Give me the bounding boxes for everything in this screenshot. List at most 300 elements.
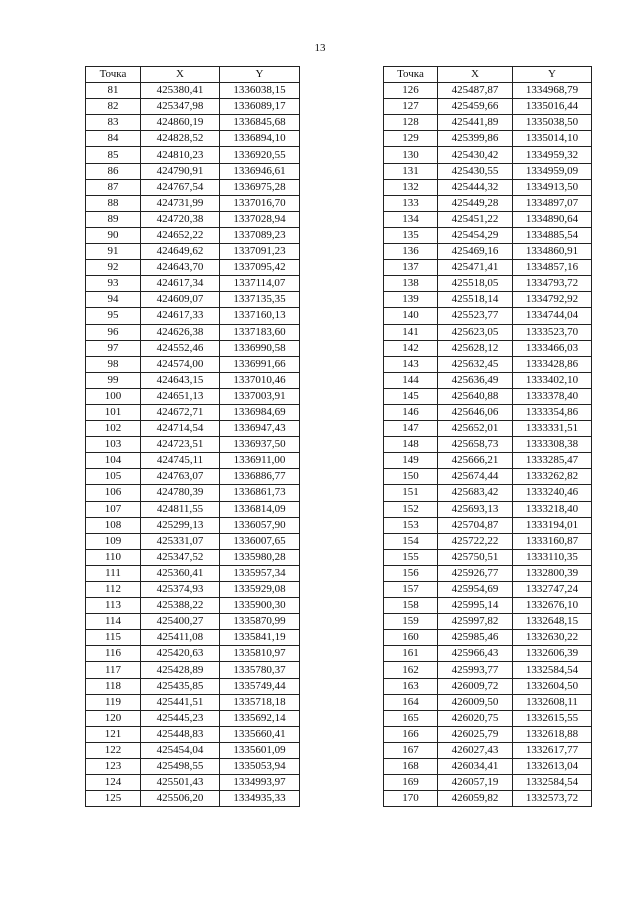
x-cell: 425623,05: [438, 324, 513, 340]
y-cell: 1334968,79: [513, 83, 592, 99]
x-cell: 424652,22: [141, 227, 220, 243]
table-row: [86, 99, 300, 115]
y-cell: 1332606,39: [513, 646, 592, 662]
y-cell: 1333354,86: [513, 404, 592, 420]
x-cell: 425388,22: [141, 598, 220, 614]
x-cell: 425435,85: [141, 678, 220, 694]
point-cell: 134: [384, 211, 438, 227]
y-cell: 1336990,58: [220, 340, 300, 356]
x-cell: 425523,77: [438, 308, 513, 324]
point-cell: 163: [384, 678, 438, 694]
table-row: [384, 759, 592, 775]
point-cell: 150: [384, 469, 438, 485]
y-cell: 1332584,54: [513, 775, 592, 791]
table-row: [384, 726, 592, 742]
point-cell: 82: [86, 99, 141, 115]
y-cell: 1337016,70: [220, 195, 300, 211]
point-cell: 169: [384, 775, 438, 791]
table-row: [384, 421, 592, 437]
table-row: [86, 501, 300, 517]
y-cell: 1335870,99: [220, 614, 300, 630]
table-row: [384, 99, 592, 115]
table-row: [384, 437, 592, 453]
y-cell: 1333240,46: [513, 485, 592, 501]
x-cell: 425430,42: [438, 147, 513, 163]
y-cell: 1333378,40: [513, 388, 592, 404]
point-cell: 129: [384, 131, 438, 147]
y-cell: 1336911,00: [220, 453, 300, 469]
y-cell: 1337091,23: [220, 244, 300, 260]
y-cell: 1332604,50: [513, 678, 592, 694]
table-row: [86, 614, 300, 630]
table-row: [86, 195, 300, 211]
y-cell: 1336089,17: [220, 99, 300, 115]
table-row: [86, 598, 300, 614]
table-body-right: [384, 83, 592, 807]
x-cell: 424745,11: [141, 453, 220, 469]
x-cell: 425722,22: [438, 533, 513, 549]
table-row: [86, 759, 300, 775]
point-cell: 133: [384, 195, 438, 211]
point-cell: 104: [86, 453, 141, 469]
table-row: [384, 598, 592, 614]
table-row: [86, 469, 300, 485]
table-row: [384, 227, 592, 243]
table-row: [86, 549, 300, 565]
y-cell: 1333110,35: [513, 549, 592, 565]
y-cell: 1334857,16: [513, 260, 592, 276]
point-cell: 115: [86, 630, 141, 646]
x-cell: 424720,38: [141, 211, 220, 227]
x-cell: 425347,98: [141, 99, 220, 115]
table-row: [86, 678, 300, 694]
table-row: [384, 388, 592, 404]
table-row: [86, 163, 300, 179]
y-cell: 1334860,91: [513, 244, 592, 260]
y-cell: 1337089,23: [220, 227, 300, 243]
y-cell: 1334744,04: [513, 308, 592, 324]
table-row: [384, 614, 592, 630]
table-row: [86, 179, 300, 195]
x-cell: 425430,55: [438, 163, 513, 179]
table-row: [384, 517, 592, 533]
point-cell: 132: [384, 179, 438, 195]
y-cell: 1335980,28: [220, 549, 300, 565]
point-cell: 156: [384, 565, 438, 581]
x-cell: 425331,07: [141, 533, 220, 549]
point-cell: 148: [384, 437, 438, 453]
x-cell: 425966,43: [438, 646, 513, 662]
point-cell: 143: [384, 356, 438, 372]
header-x: X: [141, 67, 220, 83]
table-row: [384, 244, 592, 260]
table-row: [384, 549, 592, 565]
table-row: [86, 276, 300, 292]
table-row: [86, 453, 300, 469]
y-cell: 1332613,04: [513, 759, 592, 775]
point-cell: 137: [384, 260, 438, 276]
y-cell: 1335601,09: [220, 742, 300, 758]
x-cell: 424552,46: [141, 340, 220, 356]
table-row: [384, 565, 592, 581]
table-row: [86, 646, 300, 662]
table-row: [384, 630, 592, 646]
point-cell: 158: [384, 598, 438, 614]
point-cell: 131: [384, 163, 438, 179]
point-cell: 126: [384, 83, 438, 99]
table-row: [86, 260, 300, 276]
table-row: [86, 485, 300, 501]
y-cell: 1334913,50: [513, 179, 592, 195]
point-cell: 84: [86, 131, 141, 147]
x-cell: 424574,00: [141, 356, 220, 372]
header-point: Точка: [384, 67, 438, 83]
table-row: [384, 662, 592, 678]
point-cell: 149: [384, 453, 438, 469]
y-cell: 1335053,94: [220, 759, 300, 775]
y-cell: 1337135,35: [220, 292, 300, 308]
x-cell: 425750,51: [438, 549, 513, 565]
table-row: [384, 260, 592, 276]
x-cell: 424651,13: [141, 388, 220, 404]
point-cell: 114: [86, 614, 141, 630]
point-cell: 81: [86, 83, 141, 99]
y-cell: 1337114,07: [220, 276, 300, 292]
y-cell: 1337010,46: [220, 372, 300, 388]
table-row: [86, 227, 300, 243]
table-row: [384, 469, 592, 485]
y-cell: 1332573,72: [513, 791, 592, 807]
x-cell: 425674,44: [438, 469, 513, 485]
table-row: [384, 646, 592, 662]
y-cell: 1335900,30: [220, 598, 300, 614]
x-cell: 425658,73: [438, 437, 513, 453]
x-cell: 424790,91: [141, 163, 220, 179]
y-cell: 1336947,43: [220, 421, 300, 437]
table-row: [384, 742, 592, 758]
y-cell: 1336886,77: [220, 469, 300, 485]
y-cell: 1334993,97: [220, 775, 300, 791]
table-header-row: [86, 67, 300, 83]
point-cell: 117: [86, 662, 141, 678]
point-cell: 121: [86, 726, 141, 742]
point-cell: 161: [384, 646, 438, 662]
header-x: X: [438, 67, 513, 83]
table-row: [86, 582, 300, 598]
x-cell: 424731,99: [141, 195, 220, 211]
y-cell: 1334959,32: [513, 147, 592, 163]
point-cell: 128: [384, 115, 438, 131]
point-cell: 147: [384, 421, 438, 437]
x-cell: 425360,41: [141, 565, 220, 581]
x-cell: 424723,51: [141, 437, 220, 453]
table-row: [86, 662, 300, 678]
table-row: [86, 147, 300, 163]
y-cell: 1336007,65: [220, 533, 300, 549]
x-cell: 425471,41: [438, 260, 513, 276]
table-row: [384, 356, 592, 372]
y-cell: 1336861,73: [220, 485, 300, 501]
x-cell: 425498,55: [141, 759, 220, 775]
y-cell: 1333308,38: [513, 437, 592, 453]
table-row: [86, 694, 300, 710]
table-row: [384, 324, 592, 340]
x-cell: 426057,19: [438, 775, 513, 791]
x-cell: 425506,20: [141, 791, 220, 807]
y-cell: 1333331,51: [513, 421, 592, 437]
y-cell: 1334885,54: [513, 227, 592, 243]
point-cell: 91: [86, 244, 141, 260]
x-cell: 425454,29: [438, 227, 513, 243]
y-cell: 1332800,39: [513, 565, 592, 581]
point-cell: 90: [86, 227, 141, 243]
point-cell: 86: [86, 163, 141, 179]
x-cell: 425444,32: [438, 179, 513, 195]
point-cell: 127: [384, 99, 438, 115]
table-row: [86, 517, 300, 533]
table-row: [384, 115, 592, 131]
point-cell: 140: [384, 308, 438, 324]
x-cell: 425428,89: [141, 662, 220, 678]
table-row: [86, 533, 300, 549]
x-cell: 424767,54: [141, 179, 220, 195]
point-cell: 83: [86, 115, 141, 131]
point-cell: 105: [86, 469, 141, 485]
table-row: [86, 83, 300, 99]
y-cell: 1335749,44: [220, 678, 300, 694]
coordinates-table-left: [85, 66, 300, 807]
y-cell: 1333428,86: [513, 356, 592, 372]
table-row: [86, 372, 300, 388]
x-cell: 426059,82: [438, 791, 513, 807]
point-cell: 118: [86, 678, 141, 694]
x-cell: 425628,12: [438, 340, 513, 356]
table-row: [86, 421, 300, 437]
x-cell: 424810,23: [141, 147, 220, 163]
page-number: 13: [314, 42, 326, 54]
y-cell: 1337160,13: [220, 308, 300, 324]
x-cell: 425993,77: [438, 662, 513, 678]
point-cell: 102: [86, 421, 141, 437]
point-cell: 107: [86, 501, 141, 517]
table-body-left: [86, 83, 300, 807]
table-row: [86, 710, 300, 726]
x-cell: 424643,15: [141, 372, 220, 388]
x-cell: 425632,45: [438, 356, 513, 372]
y-cell: 1335841,19: [220, 630, 300, 646]
x-cell: 424811,55: [141, 501, 220, 517]
point-cell: 168: [384, 759, 438, 775]
y-cell: 1334959,09: [513, 163, 592, 179]
x-cell: 425995,14: [438, 598, 513, 614]
point-cell: 154: [384, 533, 438, 549]
table-row: [384, 83, 592, 99]
point-cell: 151: [384, 485, 438, 501]
x-cell: 425646,06: [438, 404, 513, 420]
table-row: [86, 244, 300, 260]
point-cell: 97: [86, 340, 141, 356]
x-cell: 426009,72: [438, 678, 513, 694]
y-cell: 1333160,87: [513, 533, 592, 549]
y-cell: 1336920,55: [220, 147, 300, 163]
point-cell: 85: [86, 147, 141, 163]
x-cell: 424649,62: [141, 244, 220, 260]
table-row: [384, 501, 592, 517]
table-row: [384, 694, 592, 710]
point-cell: 165: [384, 710, 438, 726]
x-cell: 425683,42: [438, 485, 513, 501]
point-cell: 116: [86, 646, 141, 662]
y-cell: 1335718,18: [220, 694, 300, 710]
table-row: [86, 388, 300, 404]
point-cell: 153: [384, 517, 438, 533]
point-cell: 142: [384, 340, 438, 356]
table-row: [384, 791, 592, 807]
x-cell: 424763,07: [141, 469, 220, 485]
y-cell: 1334792,92: [513, 292, 592, 308]
point-cell: 112: [86, 582, 141, 598]
x-cell: 426009,50: [438, 694, 513, 710]
y-cell: 1335660,41: [220, 726, 300, 742]
point-cell: 130: [384, 147, 438, 163]
y-cell: 1337028,94: [220, 211, 300, 227]
point-cell: 138: [384, 276, 438, 292]
y-cell: 1335038,50: [513, 115, 592, 131]
point-cell: 159: [384, 614, 438, 630]
x-cell: 425374,93: [141, 582, 220, 598]
table-row: [86, 565, 300, 581]
y-cell: 1337095,42: [220, 260, 300, 276]
point-cell: 96: [86, 324, 141, 340]
x-cell: 425652,01: [438, 421, 513, 437]
point-cell: 144: [384, 372, 438, 388]
x-cell: 425299,13: [141, 517, 220, 533]
table-row: [86, 211, 300, 227]
table-header-row: [384, 67, 592, 83]
table-row: [86, 791, 300, 807]
x-cell: 425441,51: [141, 694, 220, 710]
point-cell: 164: [384, 694, 438, 710]
y-cell: 1333262,82: [513, 469, 592, 485]
point-cell: 145: [384, 388, 438, 404]
y-cell: 1332676,10: [513, 598, 592, 614]
table-row: [86, 404, 300, 420]
y-cell: 1332584,54: [513, 662, 592, 678]
table-row: [384, 404, 592, 420]
table-row: [384, 533, 592, 549]
point-cell: 160: [384, 630, 438, 646]
x-cell: 424626,38: [141, 324, 220, 340]
x-cell: 425459,66: [438, 99, 513, 115]
point-cell: 92: [86, 260, 141, 276]
point-cell: 111: [86, 565, 141, 581]
table-row: [384, 292, 592, 308]
point-cell: 125: [86, 791, 141, 807]
y-cell: 1333285,47: [513, 453, 592, 469]
point-cell: 108: [86, 517, 141, 533]
point-cell: 124: [86, 775, 141, 791]
point-cell: 89: [86, 211, 141, 227]
header-y: Y: [220, 67, 300, 83]
y-cell: 1337003,91: [220, 388, 300, 404]
x-cell: 426027,43: [438, 742, 513, 758]
x-cell: 425704,87: [438, 517, 513, 533]
table-row: [384, 372, 592, 388]
table-row: [384, 678, 592, 694]
table-row: [384, 195, 592, 211]
y-cell: 1333218,40: [513, 501, 592, 517]
y-cell: 1336975,28: [220, 179, 300, 195]
x-cell: 424643,70: [141, 260, 220, 276]
point-cell: 152: [384, 501, 438, 517]
table-row: [86, 775, 300, 791]
point-cell: 94: [86, 292, 141, 308]
table-row: [86, 308, 300, 324]
table-row: [384, 485, 592, 501]
x-cell: 424780,39: [141, 485, 220, 501]
x-cell: 425985,46: [438, 630, 513, 646]
point-cell: 136: [384, 244, 438, 260]
point-cell: 120: [86, 710, 141, 726]
x-cell: 425666,21: [438, 453, 513, 469]
coordinates-table-right: [383, 66, 592, 807]
y-cell: 1334793,72: [513, 276, 592, 292]
x-cell: 426034,41: [438, 759, 513, 775]
x-cell: 424828,52: [141, 131, 220, 147]
header-point: Точка: [86, 67, 141, 83]
point-cell: 106: [86, 485, 141, 501]
x-cell: 425926,77: [438, 565, 513, 581]
table-row: [86, 324, 300, 340]
table-row: [384, 453, 592, 469]
table-row: [86, 630, 300, 646]
table-row: [384, 147, 592, 163]
point-cell: 146: [384, 404, 438, 420]
point-cell: 100: [86, 388, 141, 404]
point-cell: 166: [384, 726, 438, 742]
point-cell: 93: [86, 276, 141, 292]
point-cell: 122: [86, 742, 141, 758]
y-cell: 1336946,61: [220, 163, 300, 179]
point-cell: 87: [86, 179, 141, 195]
table-row: [86, 356, 300, 372]
point-cell: 135: [384, 227, 438, 243]
x-cell: 425997,82: [438, 614, 513, 630]
table-row: [86, 115, 300, 131]
x-cell: 424609,07: [141, 292, 220, 308]
y-cell: 1334897,07: [513, 195, 592, 211]
point-cell: 98: [86, 356, 141, 372]
y-cell: 1335014,10: [513, 131, 592, 147]
y-cell: 1335929,08: [220, 582, 300, 598]
table-row: [384, 276, 592, 292]
x-cell: 425449,28: [438, 195, 513, 211]
table-row: [384, 710, 592, 726]
table-row: [384, 340, 592, 356]
point-cell: 170: [384, 791, 438, 807]
y-cell: 1336845,68: [220, 115, 300, 131]
x-cell: 425347,52: [141, 549, 220, 565]
y-cell: 1332747,24: [513, 582, 592, 598]
x-cell: 425451,22: [438, 211, 513, 227]
x-cell: 425441,89: [438, 115, 513, 131]
table-row: [86, 292, 300, 308]
y-cell: 1336937,50: [220, 437, 300, 453]
y-cell: 1332630,22: [513, 630, 592, 646]
x-cell: 424714,54: [141, 421, 220, 437]
point-cell: 95: [86, 308, 141, 324]
x-cell: 425448,83: [141, 726, 220, 742]
